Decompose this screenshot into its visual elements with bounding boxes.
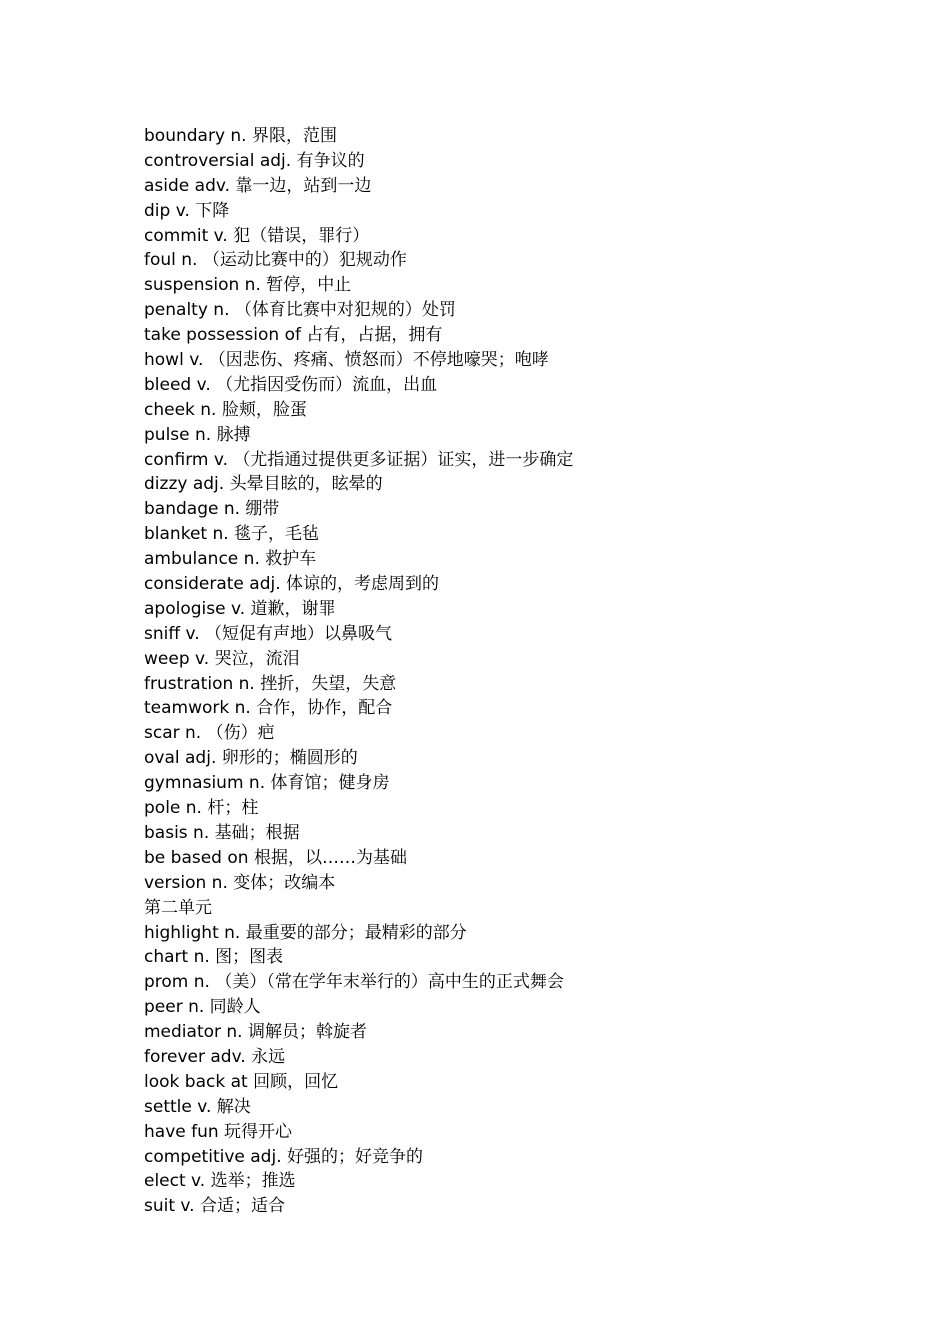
unit-heading: 第二单元 (144, 897, 212, 918)
vocab-entry: confirm v. （尤指通过提供更多证据）证实，进一步确定 (144, 449, 574, 470)
vocab-entry: version n. 变体；改编本 (144, 872, 336, 893)
vocab-entry: foul n. （运动比赛中的）犯规动作 (144, 250, 407, 271)
vocab-entry: aside adv. 靠一边，站到一边 (144, 175, 372, 196)
vocab-entry: howl v. （因悲伤、疼痛、愤怒而）不停地嚎哭；咆哮 (144, 350, 549, 371)
vocab-entry: prom n. （美）（常在学年末举行的）高中生的正式舞会 (144, 972, 564, 993)
vocab-entry: chart n. 图；图表 (144, 947, 284, 968)
vocab-entry: be based on 根据，以……为基础 (144, 847, 407, 868)
vocab-entry: peer n. 同龄人 (144, 997, 261, 1018)
vocab-entry: considerate adj. 体谅的，考虑周到的 (144, 574, 440, 595)
vocab-entry: forever adv. 永远 (144, 1046, 286, 1067)
vocab-entry: competitive adj. 好强的；好竞争的 (144, 1146, 423, 1167)
vocab-entry: bandage n. 绷带 (144, 499, 280, 520)
vocab-entry: boundary n. 界限，范围 (144, 126, 337, 146)
vocab-entry: frustration n. 挫折，失望，失意 (144, 673, 397, 694)
vocab-entry: oval adj. 卵形的；椭圆形的 (144, 748, 358, 769)
vocab-entry: mediator n. 调解员；斡旋者 (144, 1022, 367, 1043)
vocab-entry: suit v. 合适；适合 (144, 1196, 285, 1217)
vocab-entry: take possession of 占有，占据，拥有 (144, 325, 443, 346)
vocab-entry: penalty n. （体育比赛中对犯规的）处罚 (144, 300, 456, 321)
vocab-entry: sniff v. （短促有声地）以鼻吸气 (144, 623, 393, 644)
vocab-entry: highlight n. 最重要的部分；最精彩的部分 (144, 922, 467, 943)
vocab-entry: settle v. 解决 (144, 1096, 251, 1117)
vocab-entry: look back at 回顾，回忆 (144, 1071, 339, 1092)
vocab-entry: gymnasium n. 体育馆；健身房 (144, 773, 390, 794)
vocab-entry: pole n. 杆；柱 (144, 798, 259, 819)
vocab-entry: basis n. 基础；根据 (144, 822, 300, 843)
vocab-entry: suspension n. 暂停，中止 (144, 275, 352, 296)
vocab-entry: blanket n. 毯子，毛毡 (144, 524, 320, 545)
vocabulary-list (144, 124, 904, 1219)
vocab-entry: ambulance n. 救护车 (144, 549, 317, 570)
vocab-entry: dip v. 下降 (144, 200, 230, 221)
vocab-entry: apologise v. 道歉，谢罪 (144, 598, 336, 619)
vocab-entry: dizzy adj. 头晕目眩的，眩晕的 (144, 474, 383, 495)
vocab-entry: weep v. 哭泣，流泪 (144, 648, 300, 669)
vocab-entry: controversial adj. 有争议的 (144, 150, 365, 171)
vocab-entry: cheek n. 脸颊，脸蛋 (144, 399, 307, 420)
vocab-entry: pulse n. 脉搏 (144, 424, 251, 445)
vocab-entry: commit v. 犯（错误，罪行） (144, 225, 370, 246)
vocab-entry: scar n. （伤）疤 (144, 723, 275, 744)
vocab-entry: elect v. 选举；推选 (144, 1171, 296, 1192)
vocab-entry: have fun 玩得开心 (144, 1121, 293, 1142)
vocab-entry: teamwork n. 合作，协作，配合 (144, 698, 393, 719)
vocab-entry: bleed v. （尤指因受伤而）流血，出血 (144, 374, 438, 395)
